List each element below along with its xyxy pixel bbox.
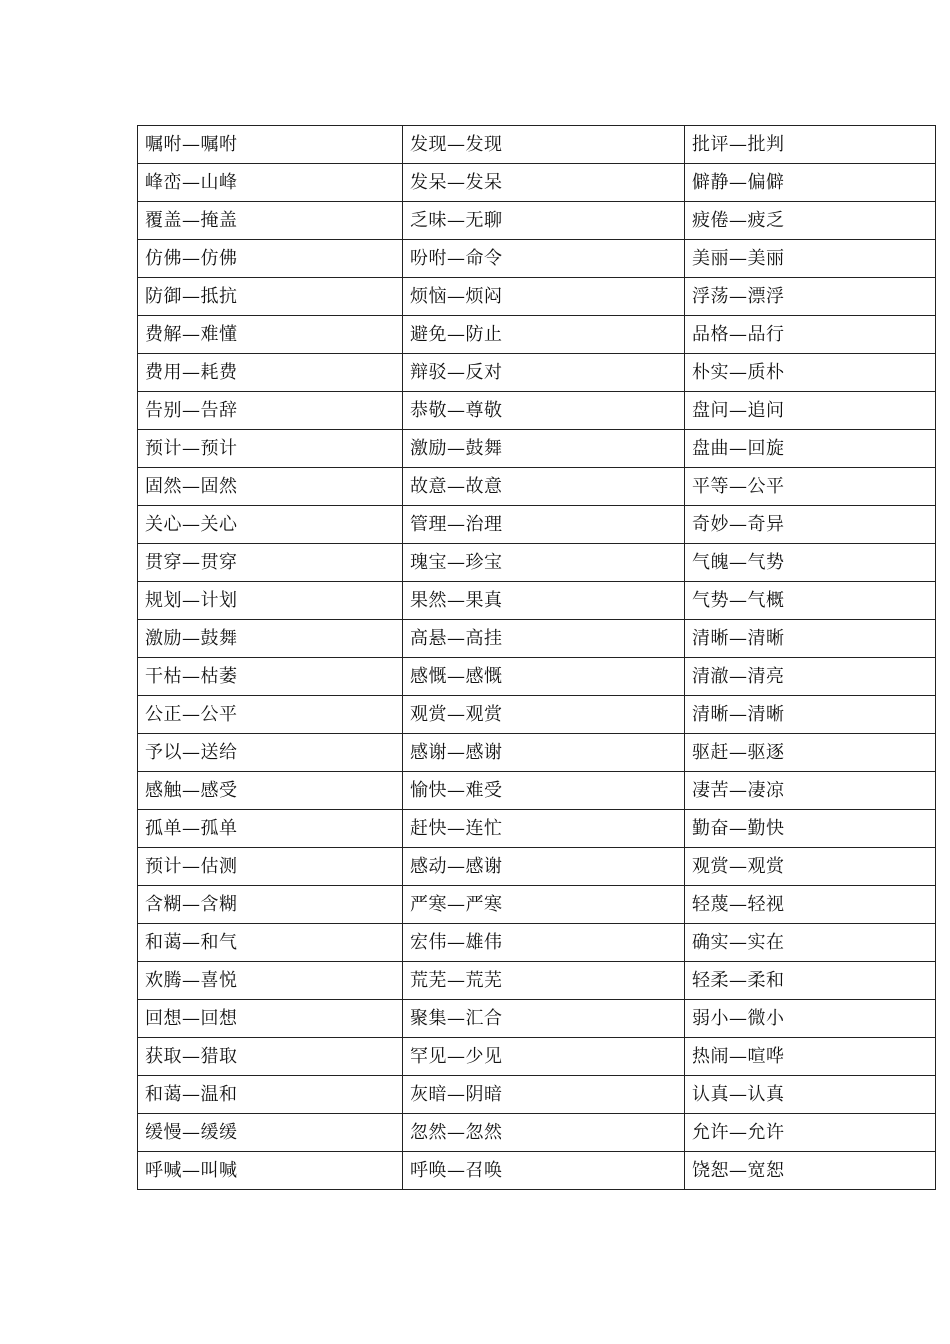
- table-row: [138, 1000, 936, 1038]
- table-row: [138, 126, 936, 164]
- table-row: [138, 734, 936, 772]
- word-pair-cell: 驱赶—驱逐: [685, 734, 936, 772]
- word-pair-cell: 费用—耗费: [138, 354, 403, 392]
- word-pair-cell: 平等—公平: [685, 468, 936, 506]
- word-pair-cell: 和蔼—温和: [138, 1076, 403, 1114]
- word-pair-cell: 疲倦—疲乏: [685, 202, 936, 240]
- word-pair-cell: 高悬—高挂: [403, 620, 685, 658]
- word-pair-cell: 轻柔—柔和: [685, 962, 936, 1000]
- word-pair-cell: 防御—抵抗: [138, 278, 403, 316]
- table-row: [138, 164, 936, 202]
- word-pair-cell: 感触—感受: [138, 772, 403, 810]
- word-pair-cell: 奇妙—奇异: [685, 506, 936, 544]
- word-pair-cell: 获取—猎取: [138, 1038, 403, 1076]
- table-row: [138, 1076, 936, 1114]
- word-pair-cell: 观赏—观赏: [685, 848, 936, 886]
- table-row: [138, 1038, 936, 1076]
- word-pair-cell: 灰暗—阴暗: [403, 1076, 685, 1114]
- table-row: [138, 468, 936, 506]
- word-pair-table-body: [138, 126, 936, 1190]
- table-row: [138, 506, 936, 544]
- word-pair-cell: 盘曲—回旋: [685, 430, 936, 468]
- word-pair-cell: 浮荡—漂浮: [685, 278, 936, 316]
- word-pair-cell: 回想—回想: [138, 1000, 403, 1038]
- table-row: [138, 1114, 936, 1152]
- table-row: [138, 392, 936, 430]
- table-row: [138, 924, 936, 962]
- table-row: [138, 316, 936, 354]
- word-pair-cell: 故意—故意: [403, 468, 685, 506]
- word-pair-cell: 固然—固然: [138, 468, 403, 506]
- word-pair-cell: 欢腾—喜悦: [138, 962, 403, 1000]
- word-pair-cell: 辩驳—反对: [403, 354, 685, 392]
- word-pair-cell: 朴实—质朴: [685, 354, 936, 392]
- word-pair-cell: 避免—防止: [403, 316, 685, 354]
- word-pair-cell: 恭敬—尊敬: [403, 392, 685, 430]
- word-pair-cell: 气势—气概: [685, 582, 936, 620]
- table-row: [138, 886, 936, 924]
- word-pair-cell: 聚集—汇合: [403, 1000, 685, 1038]
- word-pair-cell: 美丽—美丽: [685, 240, 936, 278]
- word-pair-cell: 发现—发现: [403, 126, 685, 164]
- word-pair-cell: 弱小—微小: [685, 1000, 936, 1038]
- word-pair-cell: 认真—认真: [685, 1076, 936, 1114]
- table-row: [138, 620, 936, 658]
- word-pair-cell: 干枯—枯萎: [138, 658, 403, 696]
- word-pair-cell: 含糊—含糊: [138, 886, 403, 924]
- word-pair-cell: 和蔼—和气: [138, 924, 403, 962]
- word-pair-cell: 缓慢—缓缓: [138, 1114, 403, 1152]
- table-row: [138, 696, 936, 734]
- word-pair-cell: 告别—告辞: [138, 392, 403, 430]
- table-row: [138, 810, 936, 848]
- word-pair-cell: 勤奋—勤快: [685, 810, 936, 848]
- word-pair-cell: 激励—鼓舞: [138, 620, 403, 658]
- word-pair-cell: 贯穿—贯穿: [138, 544, 403, 582]
- word-pair-cell: 轻蔑—轻视: [685, 886, 936, 924]
- word-pair-cell: 清晰—清晰: [685, 620, 936, 658]
- word-pair-cell: 感谢—感谢: [403, 734, 685, 772]
- word-pair-cell: 热闹—喧哗: [685, 1038, 936, 1076]
- table-row: [138, 772, 936, 810]
- word-pair-cell: 罕见—少见: [403, 1038, 685, 1076]
- word-pair-cell: 严寒—严寒: [403, 886, 685, 924]
- word-pair-cell: 嘱咐—嘱咐: [138, 126, 403, 164]
- word-pair-cell: 宏伟—雄伟: [403, 924, 685, 962]
- word-pair-cell: 孤单—孤单: [138, 810, 403, 848]
- word-pair-cell: 激励—鼓舞: [403, 430, 685, 468]
- word-pair-cell: 呼喊—叫喊: [138, 1152, 403, 1190]
- table-row: [138, 240, 936, 278]
- word-pair-cell: 覆盖—掩盖: [138, 202, 403, 240]
- word-pair-cell: 管理—治理: [403, 506, 685, 544]
- word-pair-cell: 仿佛—仿佛: [138, 240, 403, 278]
- word-pair-cell: 果然—果真: [403, 582, 685, 620]
- word-pair-cell: 僻静—偏僻: [685, 164, 936, 202]
- word-pair-cell: 品格—品行: [685, 316, 936, 354]
- word-pair-cell: 预计—估测: [138, 848, 403, 886]
- word-pair-cell: 气魄—气势: [685, 544, 936, 582]
- table-row: [138, 1152, 936, 1190]
- word-pair-cell: 瑰宝—珍宝: [403, 544, 685, 582]
- word-pair-cell: 盘问—追问: [685, 392, 936, 430]
- word-pair-cell: 感动—感谢: [403, 848, 685, 886]
- word-pair-cell: 确实—实在: [685, 924, 936, 962]
- table-row: [138, 658, 936, 696]
- word-pair-cell: 批评—批判: [685, 126, 936, 164]
- word-pair-cell: 公正—公平: [138, 696, 403, 734]
- word-pair-cell: 烦恼—烦闷: [403, 278, 685, 316]
- word-pair-cell: 饶恕—宽恕: [685, 1152, 936, 1190]
- word-pair-cell: 乏味—无聊: [403, 202, 685, 240]
- word-pair-cell: 允许—允许: [685, 1114, 936, 1152]
- word-pair-cell: 愉快—难受: [403, 772, 685, 810]
- word-pair-cell: 荒芜—荒芜: [403, 962, 685, 1000]
- word-pair-cell: 凄苦—凄凉: [685, 772, 936, 810]
- word-pair-cell: 清晰—清晰: [685, 696, 936, 734]
- word-pair-cell: 忽然—忽然: [403, 1114, 685, 1152]
- word-pair-cell: 观赏—观赏: [403, 696, 685, 734]
- word-pair-cell: 规划—计划: [138, 582, 403, 620]
- table-row: [138, 430, 936, 468]
- word-pair-cell: 预计—预计: [138, 430, 403, 468]
- word-pair-table: [137, 125, 936, 1190]
- word-pair-cell: 发呆—发呆: [403, 164, 685, 202]
- word-pair-cell: 赶快—连忙: [403, 810, 685, 848]
- table-row: [138, 354, 936, 392]
- word-pair-cell: 费解—难懂: [138, 316, 403, 354]
- word-pair-cell: 吩咐—命令: [403, 240, 685, 278]
- table-row: [138, 582, 936, 620]
- table-row: [138, 202, 936, 240]
- table-row: [138, 848, 936, 886]
- table-row: [138, 544, 936, 582]
- table-row: [138, 962, 936, 1000]
- word-pair-cell: 清澈—清亮: [685, 658, 936, 696]
- word-pair-cell: 予以—送给: [138, 734, 403, 772]
- table-row: [138, 278, 936, 316]
- word-pair-cell: 呼唤—召唤: [403, 1152, 685, 1190]
- word-pair-cell: 峰峦—山峰: [138, 164, 403, 202]
- word-pair-cell: 关心—关心: [138, 506, 403, 544]
- word-pair-cell: 感慨—感慨: [403, 658, 685, 696]
